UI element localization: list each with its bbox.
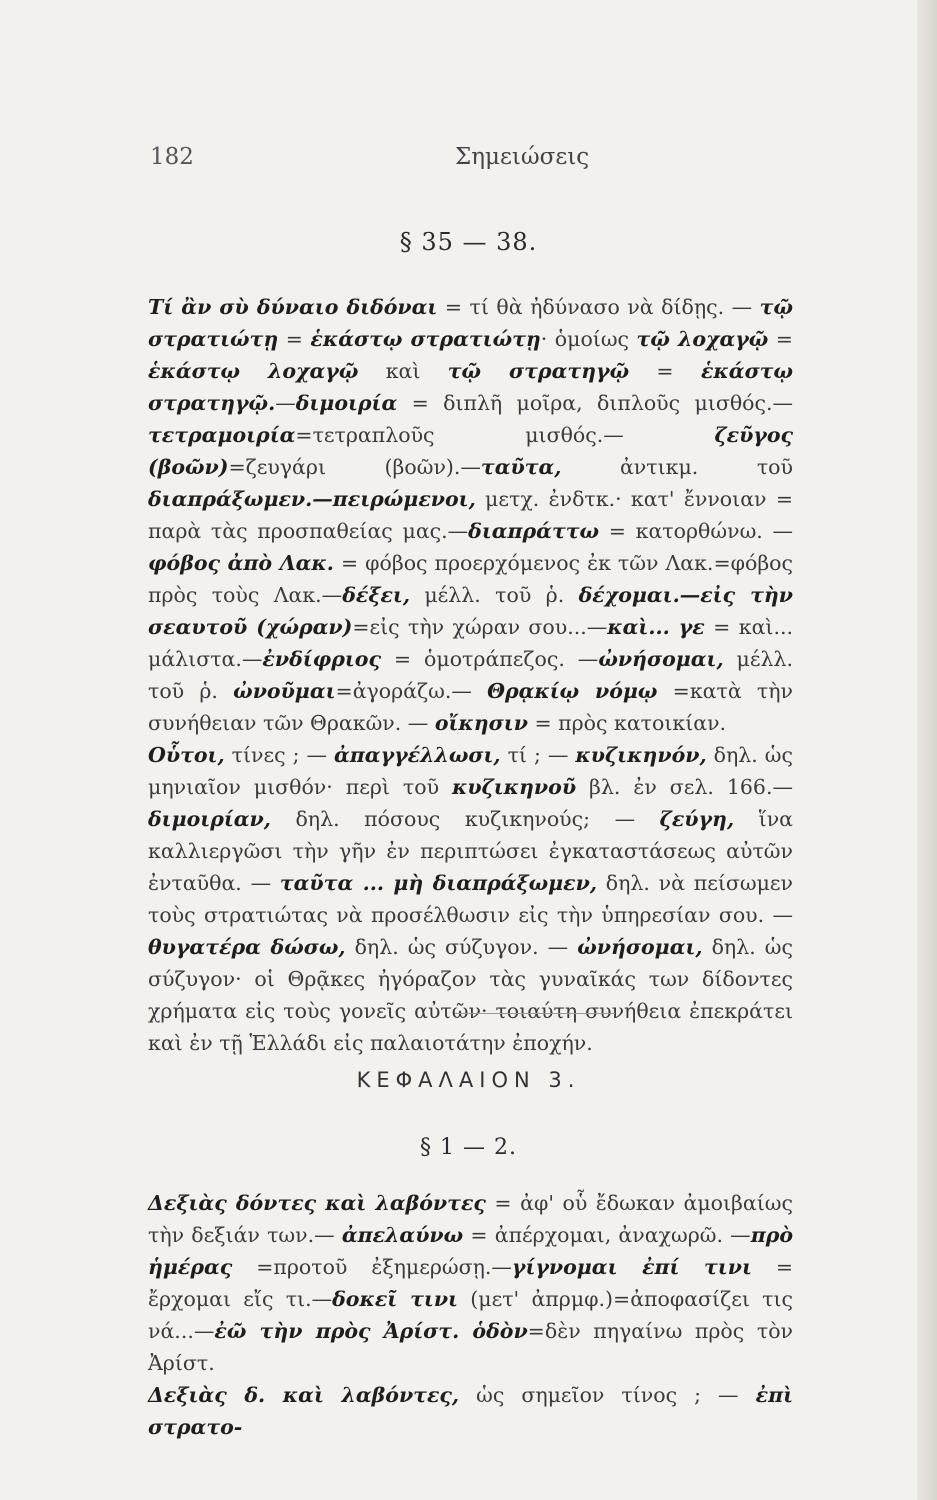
lemma-term: ἑκάστῳ στρατιώτῃ [310, 327, 541, 351]
gloss-text: δηλ. πόσους κυζικηνούς; — [270, 807, 660, 831]
gloss-text: = καὶ... μάλιστα.— [148, 615, 794, 671]
gloss-text: · ὁμοίως [540, 327, 637, 351]
lemma-term: θυγατέρα δώσω, [148, 935, 346, 959]
gloss-text: = κατορθώνω. — [599, 519, 794, 543]
lemma-term: ὠνοῦμαι [233, 679, 336, 703]
gloss-text: καὶ [358, 359, 448, 383]
lemma-term: ὠνήσομαι, [598, 647, 724, 671]
lemma-term: διαπράττω [468, 519, 600, 543]
lemma-term: Δεξιὰς δ. καὶ λαβόντες, [148, 1383, 460, 1407]
gloss-text: δηλ. νὰ πείσωμεν τοὺς στρατιώτας νὰ προσέλθωσιν εἰς τὴν ὑπηρεσίαν σου. — [148, 871, 793, 927]
lemma-term: ἐῶ τὴν πρὸς Ἀρίστ. ὁδὸν [214, 1319, 528, 1343]
lemma-term: ὠνήσομαι, [577, 935, 703, 959]
gloss-text: = [629, 359, 701, 383]
gloss-text: δηλ. ὡς σύζυγον. — [345, 935, 578, 959]
lemma-term: Τί ἂν σὺ δύναιο διδόναι [148, 295, 438, 319]
lemma-term: ἑκάστῳ λοχαγῷ [148, 359, 359, 383]
lemma-term: ἑκάστῳ στρατηγῷ. [148, 359, 793, 415]
lemma-term: τῷ λοχαγῷ [636, 327, 769, 351]
section-divider [455, 1013, 615, 1014]
gloss-text: μέλλ. τοῦ ῥ. [409, 583, 579, 607]
gloss-text: ὡς σημεῖον τίνος ; — [459, 1383, 756, 1407]
lemma-term: διμοιρία [295, 391, 398, 415]
gloss-text: δηλ. ὡς σύζυγον· οἱ Θρᾷκες ἠγόραζον τὰς γυναῖκάς των δίδοντες χρήματα εἰς τοὺς γονεῖς αὐτῶν· τοιαύτη συνήθεια ἐπεκράτει καὶ ἐν τῇ Ἑλλάδι εἰς παλαιοτάτην ἐποχήν. [148, 935, 793, 1055]
lemma-term: διαπράξωμεν.—πειρώμενοι, [148, 487, 476, 511]
lemma-term: ζεῦγος (βοῶν) [148, 423, 793, 479]
gloss-text: = ἀφ' οὗ ἔδωκαν ἀμοιβαίως τὴν δεξιάν των.— [148, 1191, 793, 1247]
lemma-term: κυζικηνόν, [575, 743, 707, 767]
paragraph [148, 1379, 793, 1443]
gloss-text: = διπλῆ μοῖρα, διπλοῦς μισθός.— [397, 391, 793, 415]
gloss-text: = πρὸς κατοικίαν. [527, 711, 727, 735]
lemma-term: ταῦτα ... μὴ διαπράξωμεν, [279, 871, 597, 895]
gloss-text: =εἰς τὴν χώραν σου...— [352, 615, 608, 639]
lemma-term: Οὗτοι, [148, 743, 225, 767]
gloss-text: = ἔρχομαι εἴς τι.— [148, 1255, 793, 1311]
lemma-term: ἀπαγγέλλωσι, [334, 743, 501, 767]
gloss-text: = τί θὰ ἠδύνασο νὰ δίδῃς. — [437, 295, 760, 319]
gloss-text: τί ; — [500, 743, 576, 767]
notes-section-35-38 [148, 291, 793, 1059]
lemma-term: τετραμοιρία [148, 423, 296, 447]
lemma-term: δοκεῖ τινι [332, 1287, 458, 1311]
lemma-term: πρὸ ἡμέρας [148, 1223, 793, 1279]
gloss-text: ἀντικμ. τοῦ [561, 455, 793, 479]
gloss-text: =προτοῦ ἐξημερώσῃ.— [232, 1255, 512, 1279]
gloss-text: = [278, 327, 311, 351]
paragraph [148, 1187, 793, 1379]
running-title: Σημειώσεις [455, 144, 590, 170]
section-heading-35-38: § 35 — 38. [399, 228, 538, 256]
section-heading-1-2: § 1 — 2. [420, 1135, 517, 1160]
lemma-term: ἐνδίφριος [262, 647, 381, 671]
gloss-text: τίνες ; — [224, 743, 335, 767]
gloss-text: δηλ. ὡς μηνιαῖον μισθόν· περὶ τοῦ [148, 743, 793, 799]
gloss-text: βλ. ἐν σελ. 166.— [576, 775, 793, 799]
lemma-term: δέξει, [342, 583, 410, 607]
lemma-term: γίγνομαι ἐπί τινι [511, 1255, 752, 1279]
page-edge-shadow [917, 0, 937, 1500]
lemma-term: ταῦτα, [480, 455, 562, 479]
lemma-term: τῷ στρατιώτῃ [148, 295, 793, 351]
gloss-text: μέλλ. τοῦ ῥ. [148, 647, 794, 703]
lemma-term: δέχομαι.—εἰς τὴν σεαυτοῦ (χώραν) [148, 583, 793, 639]
gloss-text: = ἀπέρχομαι, ἀναχωρῶ. — [463, 1223, 751, 1247]
lemma-term: φόβος ἀπὸ Λακ. [148, 551, 334, 575]
lemma-term: Θρᾳκίῳ νόμῳ [487, 679, 658, 703]
lemma-term: ἀπελαύνω [341, 1223, 464, 1247]
gloss-text: = ὁμοτράπεζος. — [380, 647, 599, 671]
lemma-term: καὶ... γε [607, 615, 705, 639]
gloss-text: =κατὰ τὴν συνήθειαν τῶν Θρακῶν. — [148, 679, 793, 735]
gloss-text: — [275, 391, 296, 415]
page-header [150, 144, 790, 180]
lemma-term: οἴκησιν [434, 711, 528, 735]
paragraph [148, 739, 793, 1059]
lemma-term: τῷ στρατηγῷ [447, 359, 630, 383]
gloss-text: = φόβος προερχόμενος ἐκ τῶν Λακ.=φόβος πρὸς τοὺς Λακ.— [148, 551, 793, 607]
page-number: 182 [150, 144, 194, 170]
gloss-text: = [768, 327, 793, 351]
paragraph [148, 291, 793, 739]
lemma-term: ἐπὶ στρατο- [148, 1383, 793, 1439]
gloss-text: =δὲν πηγαίνω πρὸς τὸν Ἀρίστ. [148, 1319, 793, 1375]
gloss-text: =τετραπλοῦς μισθός.— [295, 423, 715, 447]
gloss-text: (μετ' ἀπρμφ.)=ἀποφασίζει τις νά...— [148, 1287, 793, 1343]
lemma-term: κυζικηνοῦ [452, 775, 577, 799]
lemma-term: διμοιρίαν, [148, 807, 271, 831]
gloss-text: μετχ. ἐνδτκ.· κατ' ἔννοιαν = παρὰ τὰς προσπαθείας μας.— [148, 487, 793, 543]
lemma-term: ζεύγη, [659, 807, 735, 831]
chapter-title: ΚΕΦΑΛΑΙΟΝ 3. [356, 1068, 581, 1092]
gloss-text: =ζευγάρι (βοῶν).— [228, 455, 481, 479]
lemma-term: Δεξιὰς δόντες καὶ λαβόντες [148, 1191, 486, 1215]
gloss-text: =ἀγοράζω.— [335, 679, 488, 703]
notes-section-1-2 [148, 1187, 793, 1443]
gloss-text: ἵνα καλλιεργῶσι τὴν γῆν ἐν περιπτώσει ἐγκαταστάσεως αὐτῶν ἐνταῦθα. — [148, 807, 793, 895]
